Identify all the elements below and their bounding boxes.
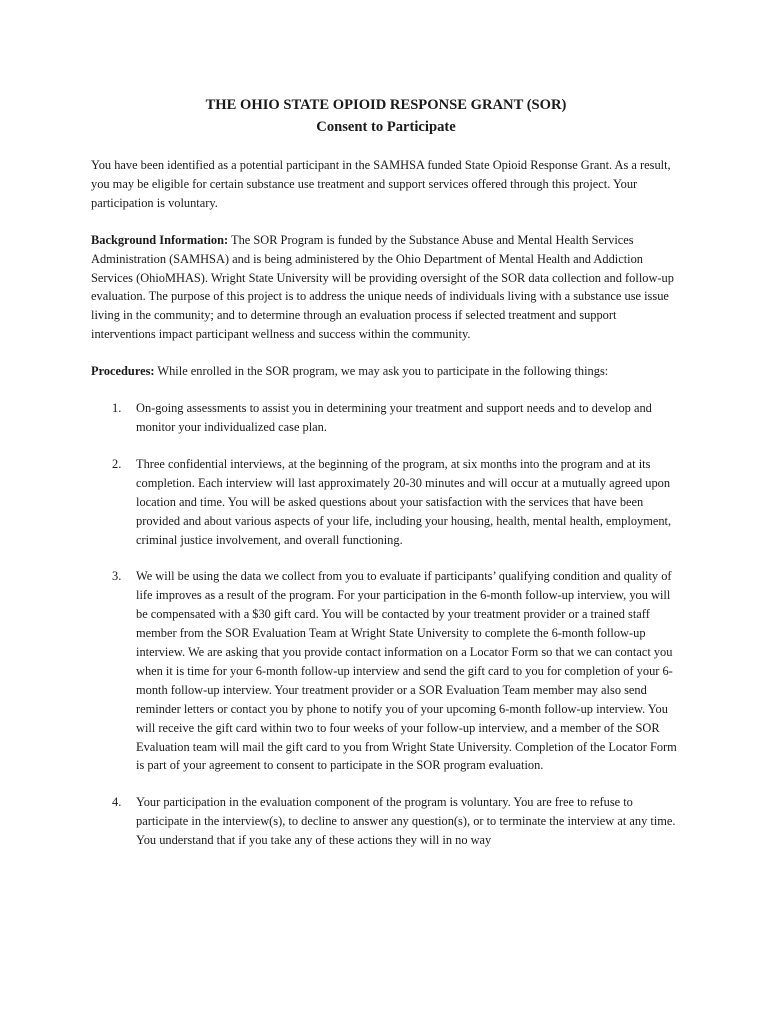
list-item [91,567,681,775]
document-title: THE OHIO STATE OPIOID RESPONSE GRANT (SOR) [205,97,567,113]
list-item-number: 2. [112,456,122,471]
list-item-text: We will be using the data we collect from you to evaluate if participants’ qualifying condition and quality of life improves as a result of the program. For your participation in the 6-month follow-up interview, you will be compensated with a $30 gift card. You will be contacted by your treatment provider or a trained staff member from the SOR Evaluation Team at Wright State University to complete the 6-month follow-up interview. We are asking that you provide contact information on a Locator Form so that we can contact you when it is time for your 6-month follow-up interview and send the gift card to you for completion of your 6-month follow-up interview. Your treatment provider or a SOR Evaluation Team member may also send reminder letters or contact you by phone to notify you of your upcoming 6-month follow-up interview. You will receive the gift card within two to four weeks of your follow-up interview, and a member of the SOR Evaluation team will mail the gift card to you from Wright State University. Completion of the Locator Form is part of your agreement to consent to participate in the SOR program evaluation. [136,569,677,773]
list-item [91,399,681,437]
list-item-number: 3. [112,569,122,584]
procedures-text: While enrolled in the SOR program, we may ask you to participate in the following things: [154,364,609,379]
list-item-text: Your participation in the evaluation component of the program is voluntary. You are free to refuse to participate in the interview(s), to decline to answer any question(s), or to terminate the interview at any time. You understand that if you take any of these actions they will in no way [136,795,676,848]
document-body [91,94,681,868]
procedures-label: Procedures: [91,364,155,379]
list-item-text: On-going assessments to assist you in determining your treatment and support needs and to develop and monitor your individualized case plan. [136,401,652,434]
list-item-number: 1. [112,401,122,416]
procedures-list [91,399,681,850]
intro-paragraph: You have been identified as a potential participant in the SAMHSA funded State Opioid Response Grant. As a result, you may be eligible for certain substance use treatment and support services offered through this project. Your participation is voluntary. [91,158,671,210]
list-item [91,455,681,550]
list-item [91,793,681,850]
background-paragraph [91,231,681,344]
document-subtitle: Consent to Participate [316,119,456,135]
list-item-number: 4. [112,795,122,810]
background-label: Background Information: [91,232,229,247]
list-item-text: Three confidential interviews, at the beginning of the program, at six months into the program and at its completion. Each interview will last approximately 20-30 minutes and will occur at a mutually agreed upon location and time. You will be asked questions about your satisfaction with the services that have been provided and about various aspects of your life, including your housing, health, mental health, employment, criminal justice involvement, and overall functioning. [136,456,672,547]
background-text: The SOR Program is funded by the Substance Abuse and Mental Health Services Administration (SAMHSA) and is being administered by the Ohio Department of Mental Health and Addiction Services (OhioMHAS). Wright State University will be providing oversight of the SOR data collection and follow-up evaluation. The purpose of this project is to address the unique needs of individuals living with a substance use issue living in the community; and to determine through an evaluation process if selected treatment and support interventions impact participant wellness and success within the community. [91,232,674,342]
procedures-paragraph [91,362,681,381]
